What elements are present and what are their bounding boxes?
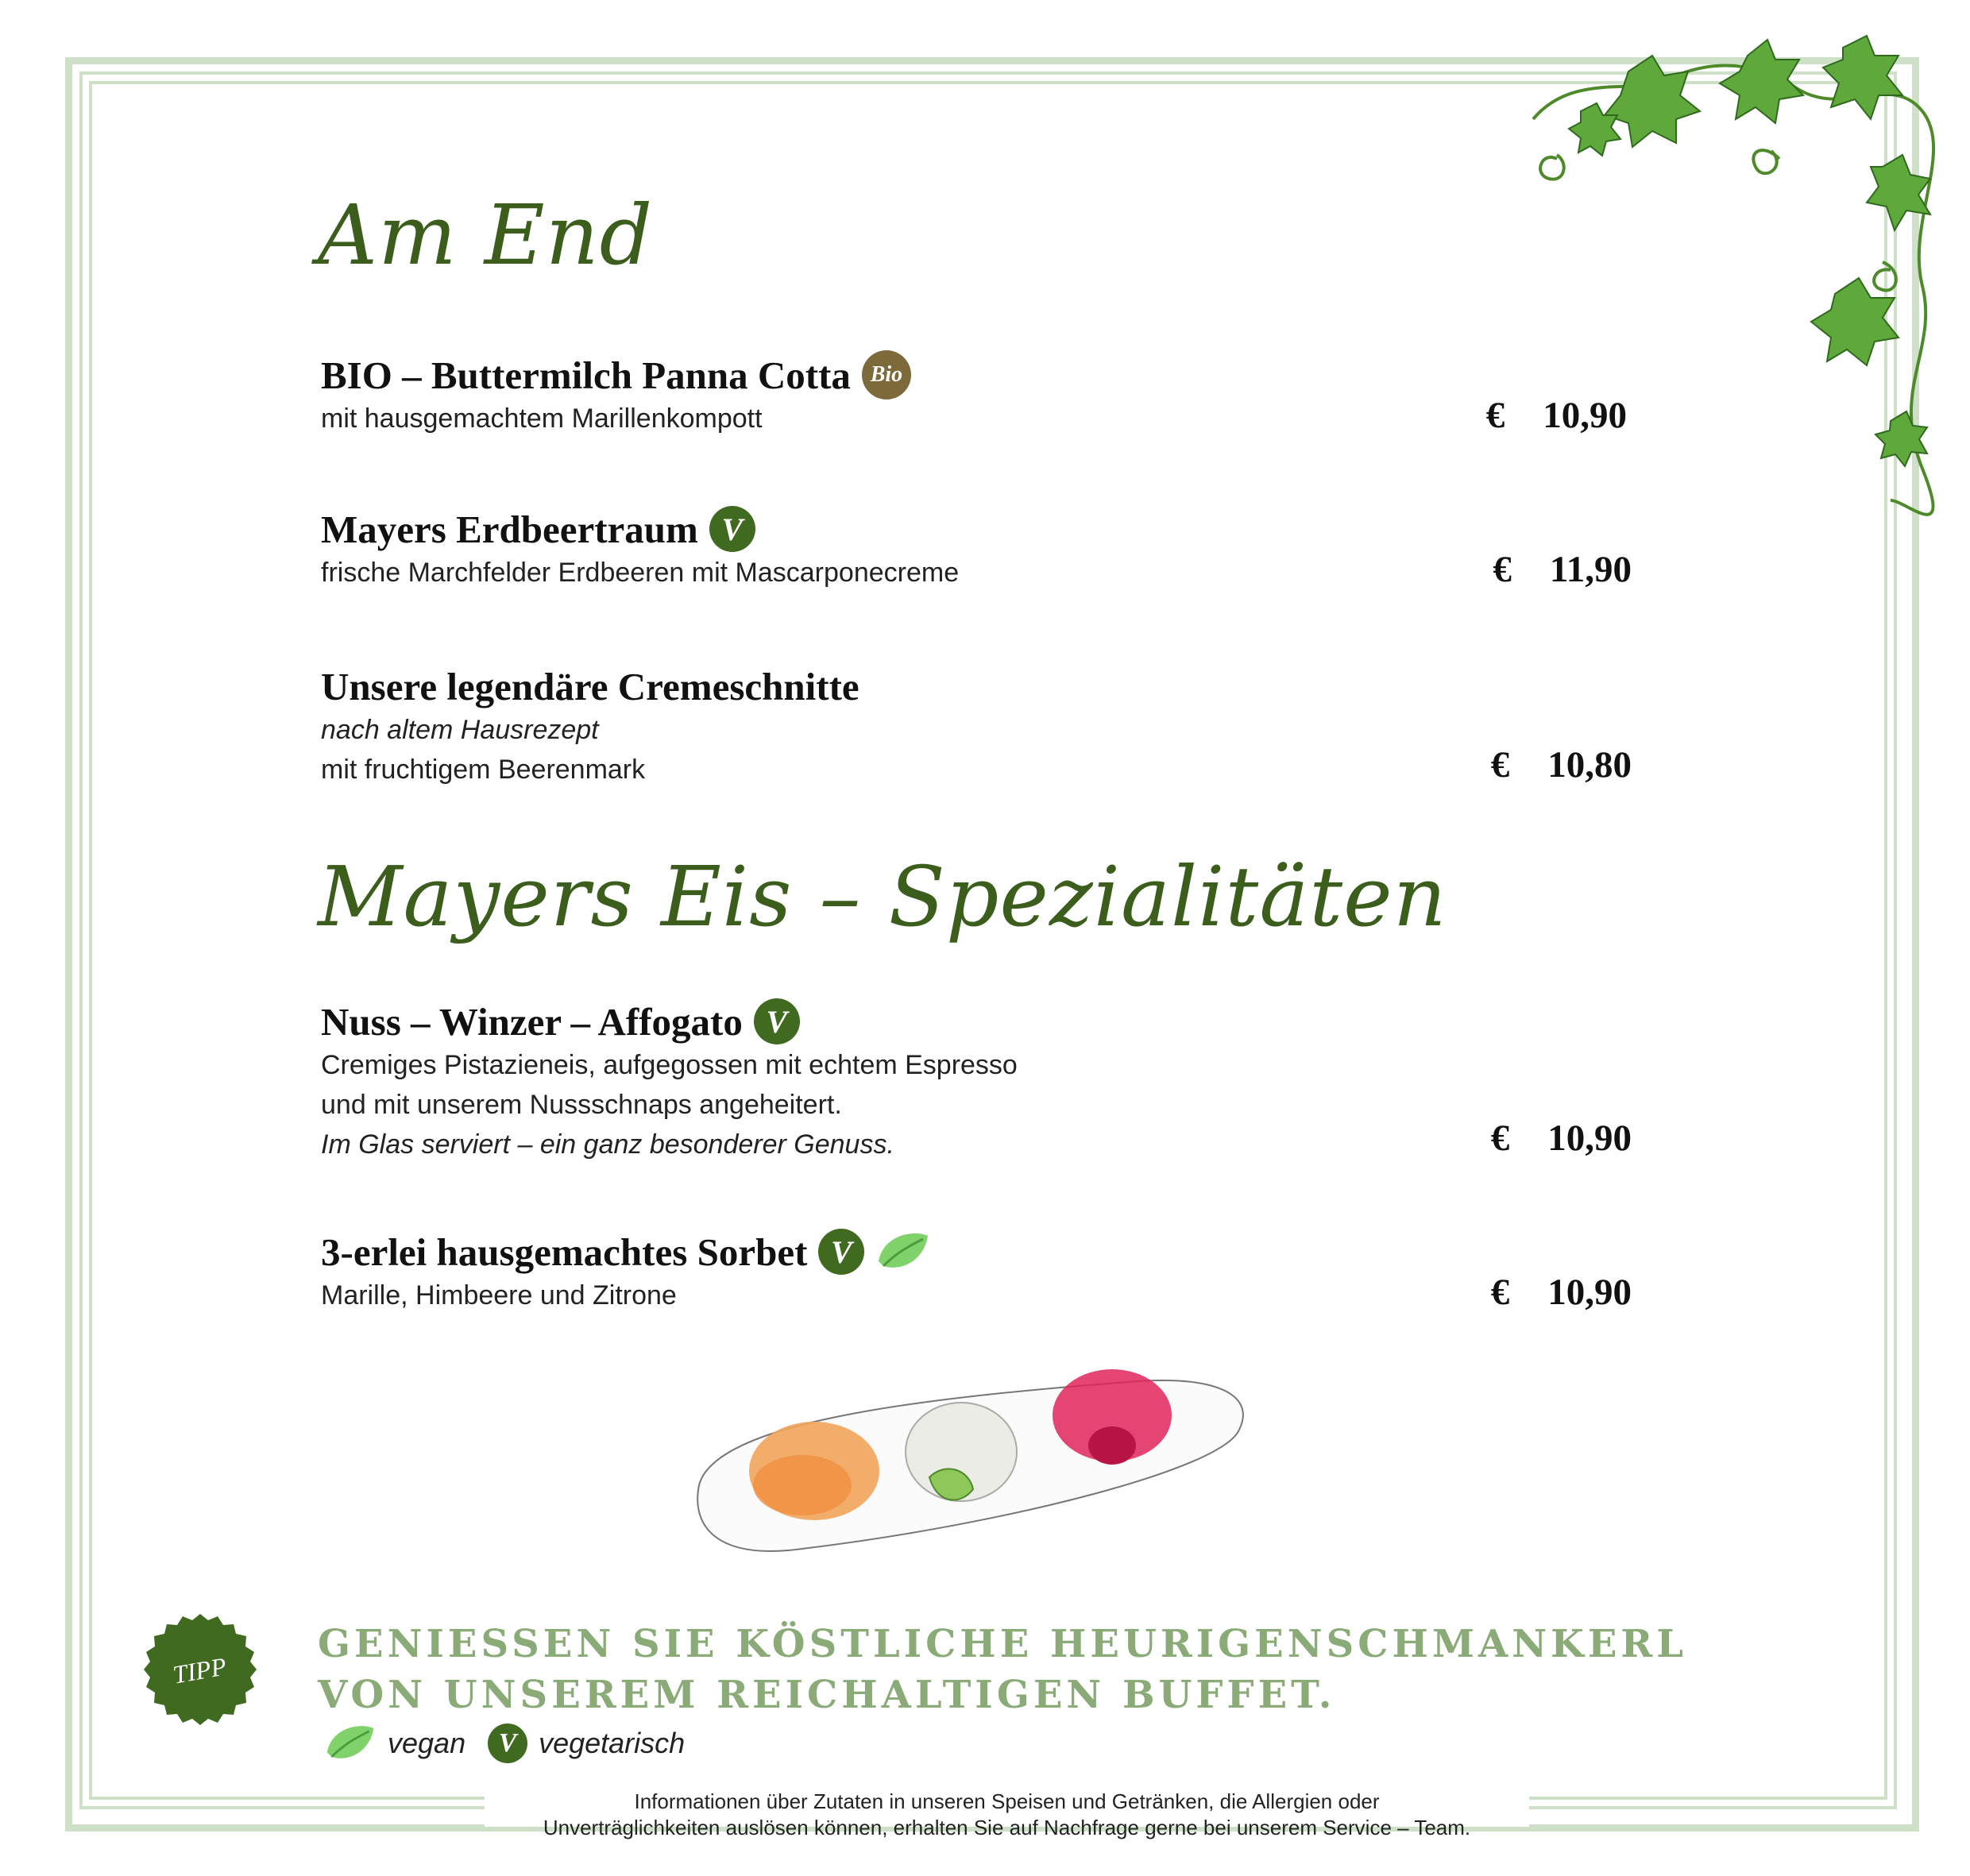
vine-decoration xyxy=(1509,24,1954,516)
footer-line-1: Informationen über Zutaten in unseren Speisen und Getränken, die Allergien oder xyxy=(634,1789,1380,1813)
vegetarian-badge: V xyxy=(818,1229,864,1275)
item-description: Cremiges Pistazieneis, aufgegossen mit echtem Espresso xyxy=(321,1050,1018,1080)
menu-item xyxy=(321,998,1632,1164)
item-description-italic: nach altem Hausrezept xyxy=(321,715,599,745)
bio-badge: Bio xyxy=(862,350,911,400)
item-description: mit hausgemachtem Marillenkompott xyxy=(321,403,763,434)
item-price: € 10,90 xyxy=(1490,1117,1632,1159)
section-heading-am-end: Am End xyxy=(318,187,654,284)
item-title: BIO – Buttermilch Panna Cotta xyxy=(321,353,851,397)
item-price: € 10,80 xyxy=(1490,744,1632,786)
leaf-icon xyxy=(324,1722,377,1765)
item-description: Marille, Himbeere und Zitrone xyxy=(321,1280,677,1310)
section-heading-eis: Mayers Eis – Spezialitäten xyxy=(318,848,1447,945)
menu-item xyxy=(321,505,1632,593)
sorbet-plate-illustration xyxy=(683,1366,1255,1573)
vegetarian-badge: V xyxy=(488,1724,527,1763)
tip-line-2: VON UNSEREM REICHALTIGEN BUFFET. xyxy=(318,1673,1336,1717)
leaf-icon xyxy=(875,1229,931,1274)
vegetarian-badge: V xyxy=(754,998,800,1044)
item-title: Nuss – Winzer – Affogato xyxy=(321,999,743,1044)
footer-line-2: Unverträglichkeiten auslösen können, erhalten Sie auf Nachfrage gerne bei unserem Service – Team. xyxy=(543,1816,1471,1839)
tip-line-1: GENIESSEN SIE KÖSTLICHE HEURIGENSCHMANKERL xyxy=(318,1622,1688,1666)
item-title: 3-erlei hausgemachtes Sorbet xyxy=(321,1229,808,1274)
menu-item xyxy=(321,662,1632,789)
tipp-label: TIPP xyxy=(170,1651,229,1689)
vegetarian-badge: V xyxy=(709,506,755,552)
item-title: Unsere legendäre Cremeschnitte xyxy=(321,664,859,708)
legend xyxy=(324,1722,685,1765)
menu-item xyxy=(321,1228,1632,1315)
item-description-italic: Im Glas serviert – ein ganz besonderer Genuss. xyxy=(321,1129,894,1160)
item-price: € 11,90 xyxy=(1493,549,1632,590)
item-description: und mit unserem Nussschnaps angeheitert. xyxy=(321,1090,842,1120)
tip-message xyxy=(318,1619,1687,1720)
item-description: mit fruchtigem Beerenmark xyxy=(321,755,646,785)
item-price: € 10,90 xyxy=(1490,1272,1632,1313)
allergen-footer xyxy=(485,1789,1529,1841)
item-title: Mayers Erdbeertraum xyxy=(321,507,698,551)
item-price: € 10,90 xyxy=(1485,395,1627,436)
tipp-seal xyxy=(137,1606,264,1733)
menu-item xyxy=(321,351,1632,438)
item-description: frische Marchfelder Erdbeeren mit Mascarponecreme xyxy=(321,558,960,588)
legend-vegetarian: vegetarisch xyxy=(539,1727,686,1759)
legend-vegan: vegan xyxy=(388,1727,466,1759)
